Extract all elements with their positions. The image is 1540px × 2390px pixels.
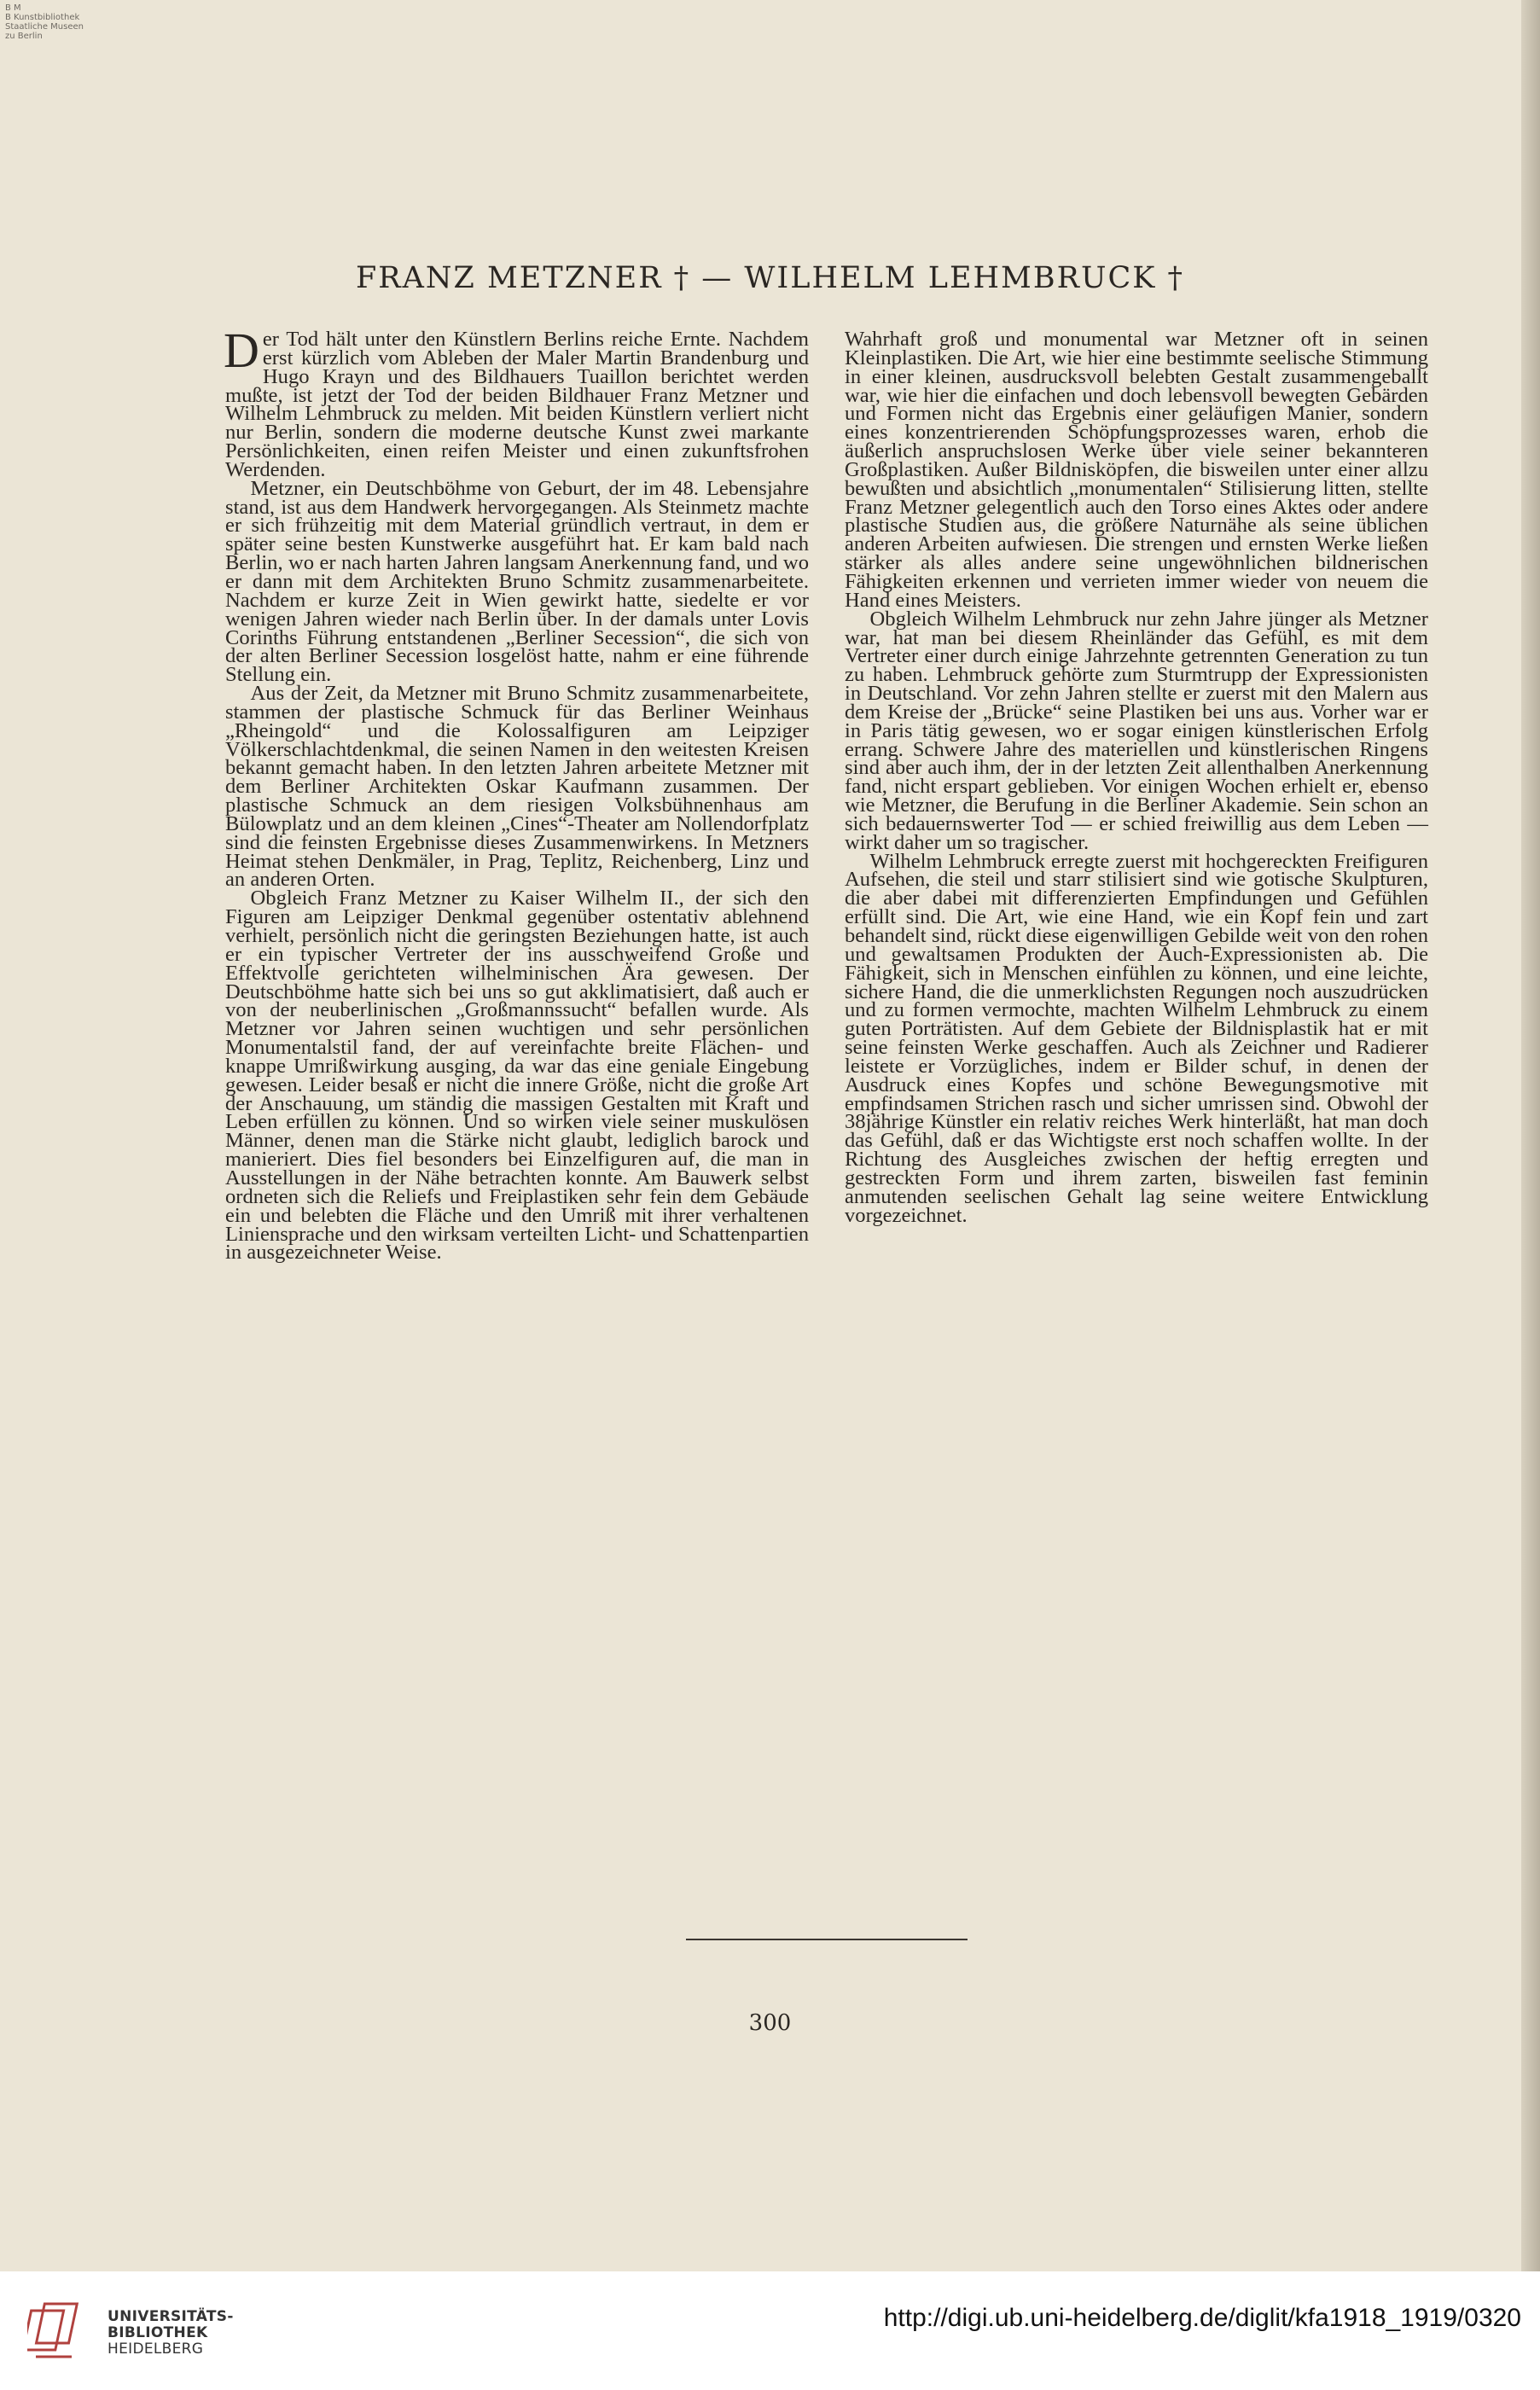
paragraph: Obgleich Franz Metzner zu Kaiser Wilhelm II., der sich den Figuren am Leipziger Denkmal gegenüber ostentativ ablehnend verhielt, persönlich nicht die geringsten Beziehungen hatte, ist auch er ein typischer Vertreter der ins ausschweifend Große und Effektvolle gerichteten wilhelminischen Ära gewesen. Der Deutschböhme hatte sich bei uns so gut akklimatisiert, daß auch er von der neuberlinischen „Großmannssucht“ befallen wurde. Als Metzner vor Jahren seinen wuchtigen und sehr persönlichen Monumentalstil fand, der auf vereinfachte breite Flächen- und knappe Umrißwirkung ausging, da war das eine geniale Eingebung gewesen. Leider besaß er nicht die innere Größe, nicht die große Art der Anschauung, um ständig die massigen Gestalten mit Kraft und Leben erfüllen zu können. Und so wirken viele seiner muskulösen Männer, denen man die Stärke nicht glaubt, lediglich barock und manieriert. Dies fiel besonders bei Einzelfiguren auf, die man in Ausstellungen in der Nähe betrachten konnte. Am Bauwerk selbst ordneten sich die Reliefs und Freiplastiken sehr fein dem Gebäude ein und belebten die Fläche und den Umriß mit ihrer verhaltenen Liniensprache und den wirksam verteilten Licht- und Schattenpartien in ausgezeichneter Weise. — [225, 887, 809, 1265]
paragraph-text: er Tod hält unter den Künstlern Berlins reiche Ernte. Nachdem erst kürzlich vom Ableben der Maler Martin Brandenburg und Hugo Krayn und des Bildhauers Tuaillon berichtet werden mußte, ist jetzt der Tod der beiden Bildhauer Franz Metzner und Wilhelm Lehmbruck zu melden. Mit beiden Künstlern verliert nicht nur Berlin, sondern die moderne deutsche Kunst zwei markante Persönlichkeiten, einen reifen Meister und einen zukunftsfrohen Werdenden. — [225, 328, 809, 481]
text-column-left — [224, 323, 809, 1265]
section-divider — [686, 1939, 968, 1940]
library-name-line: BIBLIOTHEK — [108, 2324, 208, 2341]
permalink-url[interactable]: http://digi.ub.uni-heidelberg.de/diglit/kfa1918_1919/0320 — [883, 2304, 1521, 2332]
paragraph: Obgleich Wilhelm Lehmbruck nur zehn Jahre jünger als Metzner war, hat man bei diesem Rheinländer das Gefühl, es mit dem Vertreter einer durch einige Jahrzehnte getrennten Generation zu tun zu haben. Lehmbruck gehörte zum Sturmtrupp der Expressionisten in Deutschland. Vor zehn Jahren stellte er zuerst mit den Malern aus dem Kreise der „Brücke“ seine Plastiken bei uns aus. Vorher war er in Paris tätig gewesen, wo er sogar einigen künstlerischen Erfolg errang. Schwere Jahre des materiellen und künstlerischen Ringens sind aber auch ihm, der in der letzten Zeit allenthalben Anerkennung fand, nicht erspart geblieben. Vor einigen Wochen erhielt er, ebenso wie Metzner, die Berufung in die Berliner Akademie. Sein schon an sich bedauernswerter Tod — er schied freiwillig aus dem Leben — wirkt daher um so tragischer. — [845, 607, 1428, 854]
library-name-line: HEIDELBERG — [108, 2341, 204, 2358]
paragraph — [224, 323, 809, 481]
library-name[interactable] — [108, 2309, 234, 2358]
paragraph: Wilhelm Lehmbruck erregte zuerst mit hochgereckten Freifiguren Aufsehen, die steil und starr stilisiert sind wie gotische Skulpturen, die aber dabei mit differenzierten Empfindungen und Gefühlen erfüllt sind. Die Art, wie eine Hand, wie ein Kopf fein und zart behandelt sind, rückt diese eigenwilligen Gebilde weit von den rohen und gewaltsamen Produkten der Auch-Expressionisten ab. Die Fähigkeit, sich in Menschen einfühlen zu können, und eine leichte, sichere Hand, die die unmerklichsten Regungen noch auszudrücken und zu formen vermochte, machten Wilhelm Lehmbruck zu einem guten Porträtisten. Auf dem Gebiete der Bildnisplastik hat er mit seine feinsten Werke geschaffen. Auch als Zeichner und Radierer leistete er Vorzügliches, indem er Bilder schuf, in denen der Ausdruck eines Kopfes und schöne Bewegungsmotive mit empfindsamen Strichen rasch und sicher umrissen sind. Obwohl der 38jährige Künstler ein relativ reiches Werk hinterläßt, hat man doch das Gefühl, daß er das Wichtigste erst noch schaffen wollte. In der Richtung des Ausgleiches zwischen der heftig erregten und gestreckten Form und ihrem zarten, bisweilen fast feminin anmutenden seelischen Gehalt lag seine weitere Entwicklung vorgezeichnet. — [845, 849, 1428, 1227]
page-edge — [1521, 0, 1540, 2271]
stamp-line: zu Berlin — [5, 32, 43, 41]
library-stamp — [5, 3, 84, 41]
stamp-line: B Kunstbibliothek — [5, 13, 80, 22]
library-logo-icon — [27, 2297, 96, 2365]
page-number: 300 — [748, 2010, 792, 2036]
paragraph: Wahrhaft groß und monumental war Metzner oft in seinen Kleinplastiken. Die Art, wie hier eine bestimmte seelische Stimmung in einer kleinen, ausdrucksvoll belebten Gestalt zusammengeballt war, wie hier die einfachen und doch lebensvoll bewegten Gebärden und Formen nicht das Ergebnis einer geläufigen Manier, sondern eines konzentrierenden Schöpfungsprozesses waren, erhob die äußerlich anspruchslosen Werke über viele seiner bekannteren Großplastiken. Außer Bildnisköpfen, die bisweilen unter einer allzu bewußten und absichtlich „monumentalen“ Stilisierung litten, stellte Franz Metzner gelegentlich auch den Torso eines Aktes oder andere plastische Studien aus, die größere Naturnähe als seine üblichen anderen Arbeiten aufwiesen. Die strengen und ernsten Werke ließen stärker als alles andere seine ungewöhnlichen bildnerischen Fähigkeiten erkennen und verrieten immer wieder von neuem die Hand eines Meisters. — [845, 328, 1428, 612]
paragraph: Metzner, ein Deutschböhme von Geburt, der im 48. Lebensjahre stand, ist aus dem Handwerk hervorgegangen. Als Steinmetz machte er sich frühzeitig mit dem Material gründlich vertraut, in dem er später seine besten Kunstwerke ausgeführt hat. Er kam bald nach Berlin, wo er nach harten Jahren langsam Anerkennung fand, und wo er dann mit dem Architekten Bruno Schmitz zusammenarbeitete. Nachdem er kurze Zeit in Wien gewirkt hatte, siedelte er vor wenigen Jahren wieder nach Berlin über. In der damals unter Lovis Corinths Führung entstandenen „Berliner Secession“, die sich von der alten Berliner Secession losgelöst hatte, nahm er eine führende Stellung ein. — [225, 476, 809, 687]
library-name-line: UNIVERSITÄTS- — [108, 2308, 234, 2325]
stamp-line: Staatliche Museen — [5, 22, 84, 32]
article-title: FRANZ METZNER † — WILHELM LEHMBRUCK † — [355, 261, 1185, 295]
drop-cap: D — [224, 323, 259, 378]
stamp-line: B M — [5, 3, 21, 13]
text-column-right — [845, 330, 1428, 1225]
viewer-footer — [0, 2271, 1540, 2390]
paragraph: Aus der Zeit, da Metzner mit Bruno Schmitz zusammenarbeitete, stammen der plastische Schmuck für das Berliner Weinhaus „Rheingold“ und die Kolossalfiguren am Leipziger Völkerschlachtdenkmal, die seinen Namen in den weitesten Kreisen bekannt gemacht haben. In den letzten Jahren arbeitete Metzner mit dem Berliner Architekten Oskar Kaufmann zusammen. Der plastische Schmuck an dem riesigen Volksbühnenhaus am Bülowplatz und an dem kleinen „Cines“-Theater am Nollendorfplatz sind die feinsten Ergebnisse dieses Zusammenwirkens. In Metzners Heimat stehen Denkmäler, in Prag, Teplitz, Reichenberg, Linz und an anderen Orten. — [225, 682, 809, 892]
